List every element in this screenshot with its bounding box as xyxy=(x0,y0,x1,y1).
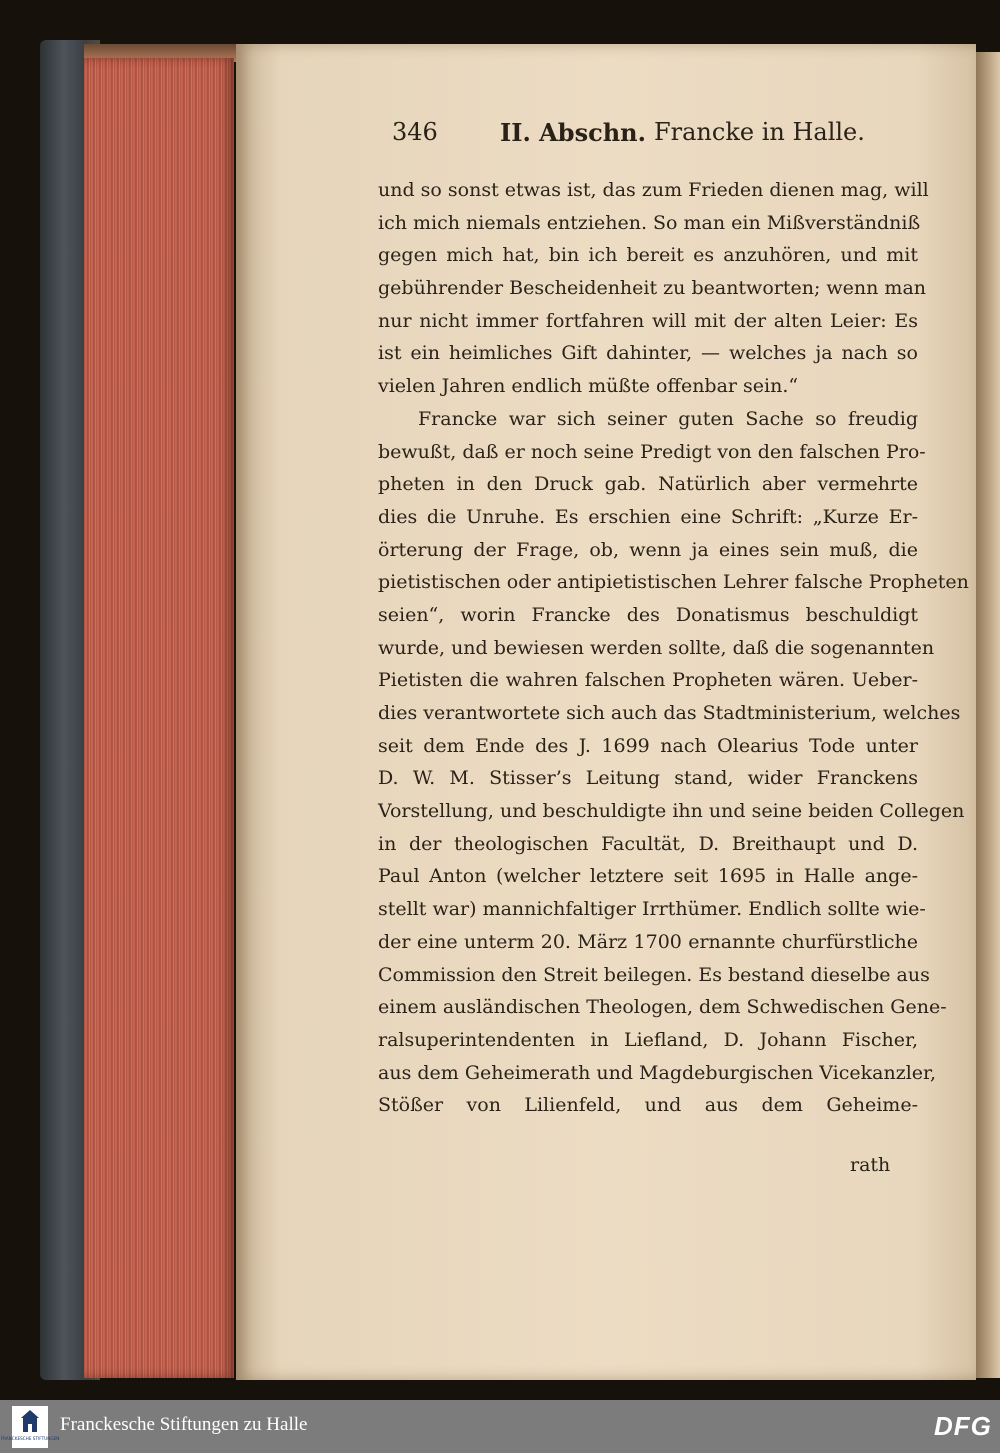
text-line: seit dem Ende des J. 1699 nach Olearius Tode unter xyxy=(378,734,918,757)
text-line: vielen Jahren endlich müßte offenbar sein.“ xyxy=(378,375,799,398)
text-line: der eine unterm 20. März 1700 ernannte churfürstliche xyxy=(378,930,918,953)
running-title: Francke in Halle. xyxy=(654,118,865,146)
text-line: ist ein heimliches Gift dahinter, — welches ja nach so xyxy=(378,342,918,365)
text-line: seien“, worin Francke des Donatismus beschuldigt xyxy=(378,603,918,626)
text-line: örterung der Frage, ob, wenn ja eines sein muß, die xyxy=(378,538,918,561)
institution-logo-icon xyxy=(0,1406,60,1448)
text-line: Vorstellung, und beschuldigte ihn und seine beiden Collegen xyxy=(378,800,965,823)
catchword: rath xyxy=(850,1154,891,1176)
text-line: stellt war) mannichfaltiger Irrthümer. Endlich sollte wie- xyxy=(378,898,926,921)
dfg-logo: DFG xyxy=(934,1411,992,1441)
text-line: bewußt, daß er noch seine Predigt von den falschen Pro- xyxy=(378,440,926,463)
text-line: dies verantwortete sich auch das Stadtministerium, welches xyxy=(378,702,961,724)
text-line: Pietisten die wahren falschen Propheten wären. Ueber- xyxy=(378,669,918,692)
running-header xyxy=(392,118,912,158)
text-line: gegen mich hat, bin ich bereit es anzuhören, und mit xyxy=(378,244,918,267)
footer-bar xyxy=(0,1400,1000,1453)
text-line: pietistischen oder antipietistischen Lehrer falsche Propheten xyxy=(378,571,969,594)
text-line: und so sonst etwas ist, das zum Frieden dienen mag, will xyxy=(378,179,929,201)
text-line: einem ausländischen Theologen, dem Schwedischen Gene- xyxy=(378,996,947,1019)
text-line: aus dem Geheimerath und Magdeburgischen Vicekanzler, xyxy=(378,1061,937,1084)
text-line: ich mich niemals entziehen. So man ein Mißverständniß xyxy=(378,211,921,234)
text-line: pheten in den Druck gab. Natürlich aber vermehrte xyxy=(378,473,918,496)
logo-caption: FRANCKESCHE STIFTUNGEN xyxy=(0,1436,60,1441)
text-line: Paul Anton (welcher letztere seit 1695 in Halle ange- xyxy=(378,865,918,888)
body-text xyxy=(378,174,969,1122)
section-label: II. Abschn. xyxy=(500,118,646,147)
facing-page-edge xyxy=(976,52,1000,1378)
text-line: gebührender Bescheidenheit zu beantworten; wenn man xyxy=(378,277,927,300)
text-line: Stößer von Lilienfeld, und aus dem Geheime- xyxy=(378,1094,918,1117)
institution-name: Franckesche Stiftungen zu Halle xyxy=(60,1414,308,1435)
page-number: 346 xyxy=(392,118,438,146)
text-line: dies die Unruhe. Es erschien eine Schrift: „Kurze Er- xyxy=(378,505,918,528)
text-line: in der theologischen Facultät, D. Breithaupt und D. xyxy=(378,832,918,855)
text-line: Francke war sich seiner guten Sache so freudig xyxy=(418,407,918,430)
text-line: ralsuperintendenten in Liefland, D. Johann Fischer, xyxy=(378,1028,918,1051)
text-line: Commission den Streit beilegen. Es bestand dieselbe aus xyxy=(378,963,930,986)
page-edges-red xyxy=(84,58,234,1378)
text-line: D. W. M. Stisser’s Leitung stand, wider Franckens xyxy=(378,767,918,790)
text-line: nur nicht immer fortfahren will mit der alten Leier: Es xyxy=(378,309,918,332)
text-line: wurde, und bewiesen werden sollte, daß die sogenannten xyxy=(378,636,935,659)
